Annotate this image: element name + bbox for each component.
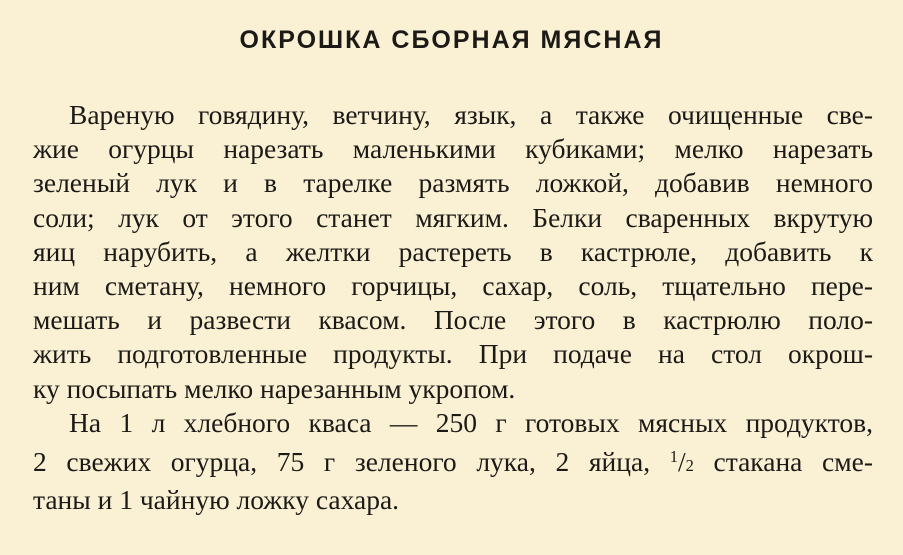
paragraph-1-line-8: жить подготовленные продукты. При подаче на стол окрош- — [33, 338, 873, 370]
fraction-numerator: 1 — [669, 447, 678, 467]
recipe-body — [33, 98, 873, 518]
paragraph-2-line-1: На 1 л хлебного кваса — 250 г готовых мясных продуктов, — [69, 406, 873, 438]
paragraph-1-line-7: мешать и развести квасом. После этого в кастрюлю поло- — [33, 304, 873, 336]
recipe-title: ОКРОШКА СБОРНАЯ МЯСНАЯ — [239, 26, 664, 54]
fraction-half: $^1$/2 — [669, 446, 694, 478]
paragraph-1-line-5: яиц нарубить, а желтки растереть в кастрюле, добавить к — [33, 235, 873, 267]
paragraph-2-line-2-start: 2 свежих огурца, 75 г зеленого лука, 2 яйца, — [33, 446, 670, 478]
paragraph-1-line-6: ним сметану, немного горчицы, сахар, соль, тщательно пере- — [33, 270, 873, 302]
paragraph-1-line-9: ку посыпать мелко нарезанным укропом. — [33, 372, 516, 404]
paragraph-2-line-2 — [33, 440, 873, 483]
paragraph-2-line-3: таны и 1 чайную ложку сахара. — [33, 484, 400, 516]
paragraph-2-line-2-end: стакана сме- — [693, 446, 874, 478]
paragraph-1-line-2: жие огурцы нарезать маленькими кубиками; мелко нарезать — [33, 133, 873, 165]
fraction-denominator: 2 — [685, 456, 694, 476]
paragraph-1-line-1: Вареную говядину, ветчину, язык, а также очищенные све- — [69, 99, 873, 130]
paragraph-1-line-3: зеленый лук и в тарелке размять ложкой, добавив немного — [33, 167, 873, 199]
paragraph-1-line-4: соли; лук от этого станет мягким. Белки сваренных вкрутую — [33, 201, 873, 233]
